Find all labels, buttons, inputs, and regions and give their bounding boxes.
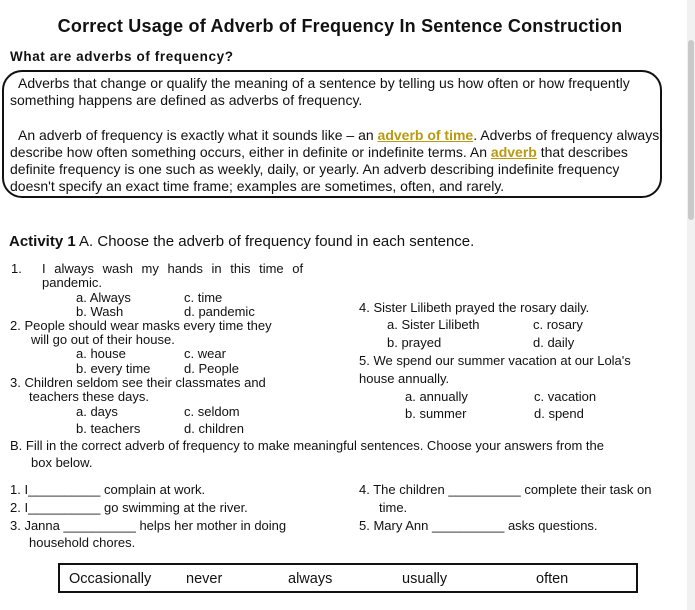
fill-item-3 bbox=[10, 518, 286, 533]
q1-line1: I always wash my hands in this time of bbox=[42, 261, 304, 276]
q2-line2: will go out of their house. bbox=[31, 332, 175, 347]
intro-paragraph-1: Adverbs that change or qualify the meaning of a sentence by telling us how often or how frequently something happens are defined as adverbs of frequency. bbox=[10, 75, 630, 108]
q5-option-c: c. vacation bbox=[534, 389, 597, 404]
item-number: 5. Mary Ann bbox=[359, 518, 429, 533]
para-text: . Adverbs of frequency always describe how often something occurs, either in definite or indefinite terms. An bbox=[10, 127, 660, 160]
item-text: asks questions. bbox=[507, 518, 598, 533]
q2-line1: 2. People should wear masks every time they bbox=[10, 318, 272, 333]
answer-blank[interactable]: __________ bbox=[432, 518, 505, 533]
item-number: 1. I bbox=[10, 482, 29, 497]
q3-line1: 3. Children seldom see their classmates and bbox=[10, 375, 266, 390]
answer-blank[interactable]: __________ bbox=[63, 518, 136, 533]
word-often: often bbox=[536, 571, 569, 587]
word-choice-box bbox=[58, 563, 638, 593]
q3-option-a: a. days bbox=[76, 404, 118, 419]
q2-option-d: d. People bbox=[184, 361, 239, 376]
fill-item-1 bbox=[10, 482, 205, 497]
q4-option-b: b. prayed bbox=[387, 335, 442, 350]
item-number: 3. Janna bbox=[10, 518, 60, 533]
q1-option-d: d. pandemic bbox=[184, 304, 255, 319]
q5-option-b: b. summer bbox=[405, 406, 467, 421]
word-never: never bbox=[186, 571, 223, 587]
answer-blank[interactable]: __________ bbox=[28, 482, 101, 497]
item-number: 4. The children bbox=[359, 482, 445, 497]
word-usually: usually bbox=[402, 571, 448, 587]
q2-option-c: c. wear bbox=[184, 346, 226, 361]
q2-option-a: a. house bbox=[76, 346, 126, 361]
q4-option-c: c. rosary bbox=[533, 317, 583, 332]
item-text: complain at work. bbox=[104, 482, 206, 497]
q4-line1: 4. Sister Lilibeth prayed the rosary daily. bbox=[359, 300, 590, 315]
activity-heading bbox=[9, 233, 474, 250]
activity-instruction: A. Choose the adverb of frequency found in each sentence. bbox=[79, 233, 475, 250]
q3-option-b: b. teachers bbox=[76, 421, 141, 436]
answer-blank[interactable]: __________ bbox=[448, 482, 521, 497]
intro-paragraph-2 bbox=[10, 127, 660, 195]
q4-option-d: d. daily bbox=[533, 335, 575, 350]
q1-number: 1. bbox=[11, 261, 22, 276]
q3-option-c: c. seldom bbox=[184, 404, 240, 419]
q5-option-a: a. annually bbox=[405, 389, 468, 404]
fill-item-3-cont: household chores. bbox=[29, 535, 136, 550]
adverb-of-time-link[interactable]: adverb of time bbox=[377, 127, 474, 143]
partB-instruction-line1: B. Fill in the correct adverb of frequency to make meaningful sentences. Choose your answers from the bbox=[10, 438, 604, 453]
q1-line2: pandemic. bbox=[42, 275, 102, 290]
q3-line2: teachers these days. bbox=[29, 389, 149, 404]
partB-instruction-line2: box below. bbox=[31, 455, 93, 470]
scrollbar-thumb[interactable] bbox=[688, 40, 694, 220]
q5-line2: house annually. bbox=[359, 371, 450, 386]
page-title: Correct Usage of Adverb of Frequency In Sentence Construction bbox=[57, 16, 623, 36]
item-number: 2. I bbox=[10, 500, 29, 515]
item-text: complete their task on bbox=[524, 482, 652, 497]
item-text: helps her mother in doing bbox=[139, 518, 287, 533]
q5-option-d: d. spend bbox=[534, 406, 584, 421]
para-text: that describes definite frequency is one such as weekly, daily, or yearly. An adverb describing indefinite frequency doesn't specify an exact time frame; examples are sometimes, often, and rarely. bbox=[10, 144, 628, 194]
q3-option-d: d. children bbox=[184, 421, 244, 436]
word-always: always bbox=[288, 571, 333, 587]
q1-option-c: c. time bbox=[184, 290, 223, 305]
word-occasionally: Occasionally bbox=[69, 571, 152, 587]
q2-option-b: b. every time bbox=[76, 361, 151, 376]
fill-item-2 bbox=[10, 500, 248, 515]
fill-item-4 bbox=[359, 482, 652, 497]
q4-option-a: a. Sister Lilibeth bbox=[387, 317, 480, 332]
scrollbar[interactable] bbox=[687, 0, 695, 610]
q5-line1: 5. We spend our summer vacation at our Lola's bbox=[359, 353, 631, 368]
activity-label: Activity 1 bbox=[9, 233, 76, 250]
para-text: An adverb of frequency is exactly what it sounds like – an bbox=[18, 127, 378, 143]
section-heading: What are adverbs of frequency? bbox=[10, 49, 234, 64]
q1-option-a: a. Always bbox=[76, 290, 131, 305]
item-text: go swimming at the river. bbox=[104, 500, 248, 515]
q1-option-b: b. Wash bbox=[76, 304, 124, 319]
adverb-link[interactable]: adverb bbox=[490, 144, 537, 160]
fill-item-5 bbox=[359, 518, 598, 533]
answer-blank[interactable]: __________ bbox=[28, 500, 101, 515]
fill-item-4-cont: time. bbox=[379, 500, 408, 515]
